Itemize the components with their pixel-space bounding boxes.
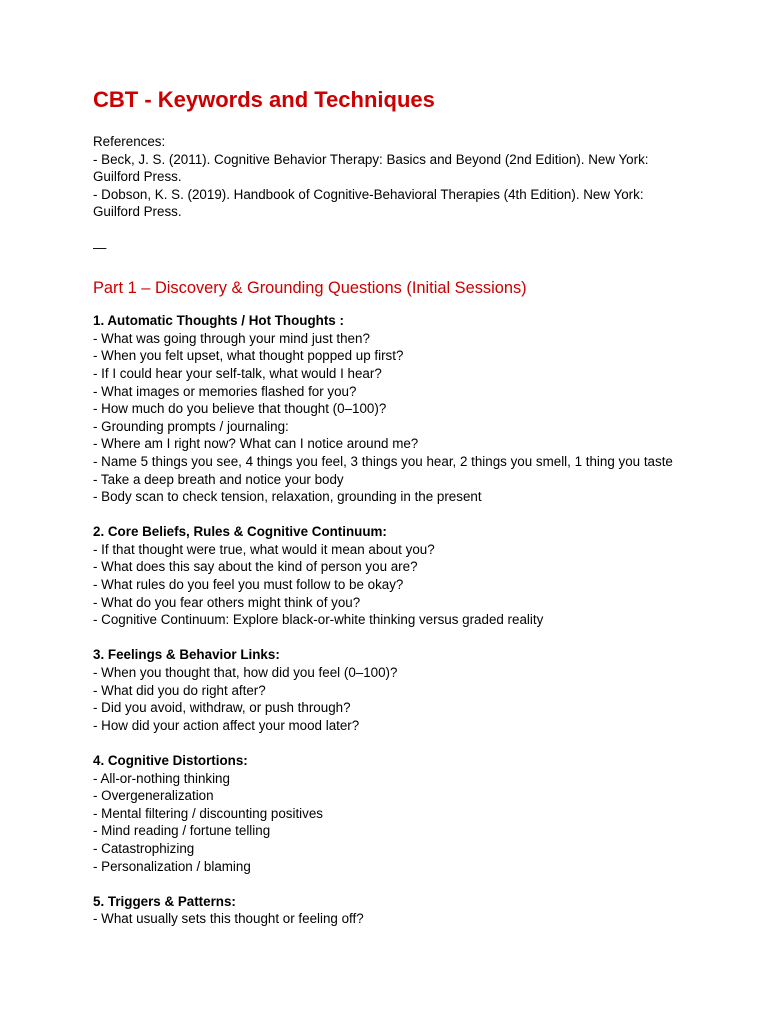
- question-list: [93, 541, 673, 629]
- list-item: - Personalization / blaming: [93, 858, 251, 874]
- list-item: - Where am I right now? What can I notice around me?: [93, 436, 419, 452]
- document-title: CBT - Keywords and Techniques: [93, 87, 435, 112]
- section-heading: 4. Cognitive Distortions:: [93, 753, 248, 769]
- list-item: - What usually sets this thought or feeling off?: [93, 911, 364, 927]
- list-item: - How much do you believe that thought (0–100)?: [93, 401, 387, 417]
- section-automatic-thoughts: [93, 312, 673, 506]
- list-item: - When you thought that, how did you feel (0–100)?: [93, 665, 398, 681]
- section-divider: —: [93, 239, 107, 255]
- question-list: [93, 770, 673, 876]
- list-item: - What rules do you feel you must follow to be okay?: [93, 577, 404, 593]
- document-page: [93, 86, 673, 928]
- list-item: - Catastrophizing: [93, 840, 195, 856]
- list-item: - Overgeneralization: [93, 788, 214, 804]
- references-block: [93, 133, 673, 221]
- list-item: - Body scan to check tension, relaxation, grounding in the present: [93, 489, 482, 505]
- question-list: [93, 330, 673, 506]
- list-item: - What does this say about the kind of person you are?: [93, 559, 418, 575]
- list-item: - All-or-nothing thinking: [93, 770, 230, 786]
- references-label: References:: [93, 134, 166, 149]
- part-heading: Part 1 – Discovery & Grounding Questions (Initial Sessions): [93, 278, 527, 297]
- list-item: - What do you fear others might think of you?: [93, 594, 361, 610]
- section-heading: 2. Core Beliefs, Rules & Cognitive Continuum:: [93, 524, 387, 540]
- list-item: - Name 5 things you see, 4 things you feel, 3 things you hear, 2 things you smell, 1 thing you taste: [93, 453, 673, 469]
- list-item: - What did you do right after?: [93, 682, 266, 698]
- section-feelings-behavior: [93, 646, 673, 734]
- reference-entry: - Dobson, K. S. (2019). Handbook of Cognitive-Behavioral Therapies (4th Edition). New York: Guilford Press.: [93, 186, 644, 220]
- list-item: - Mental filtering / discounting positives: [93, 805, 323, 821]
- section-heading: 5. Triggers & Patterns:: [93, 893, 236, 909]
- question-list: [93, 664, 673, 734]
- section-core-beliefs: [93, 523, 673, 629]
- list-item: - When you felt upset, what thought popped up first?: [93, 348, 404, 364]
- list-item: - Grounding prompts / journaling:: [93, 418, 289, 434]
- sections-container: [93, 312, 673, 928]
- reference-entry: - Beck, J. S. (2011). Cognitive Behavior Therapy: Basics and Beyond (2nd Edition). New York: Guilford Press.: [93, 151, 649, 185]
- section-heading: 1. Automatic Thoughts / Hot Thoughts :: [93, 313, 344, 329]
- list-item: - How did your action affect your mood later?: [93, 717, 360, 733]
- list-item: - Did you avoid, withdraw, or push through?: [93, 700, 351, 716]
- list-item: - Take a deep breath and notice your body: [93, 471, 344, 487]
- list-item: - Cognitive Continuum: Explore black-or-white thinking versus graded reality: [93, 612, 544, 628]
- list-item: - Mind reading / fortune telling: [93, 823, 271, 839]
- question-list: [93, 910, 673, 928]
- section-triggers-patterns: [93, 893, 673, 928]
- list-item: - If I could hear your self-talk, what would I hear?: [93, 365, 382, 381]
- list-item: - If that thought were true, what would it mean about you?: [93, 541, 435, 557]
- section-heading: 3. Feelings & Behavior Links:: [93, 647, 280, 663]
- list-item: - What was going through your mind just then?: [93, 330, 370, 346]
- section-cognitive-distortions: [93, 752, 673, 875]
- list-item: - What images or memories flashed for you?: [93, 383, 357, 399]
